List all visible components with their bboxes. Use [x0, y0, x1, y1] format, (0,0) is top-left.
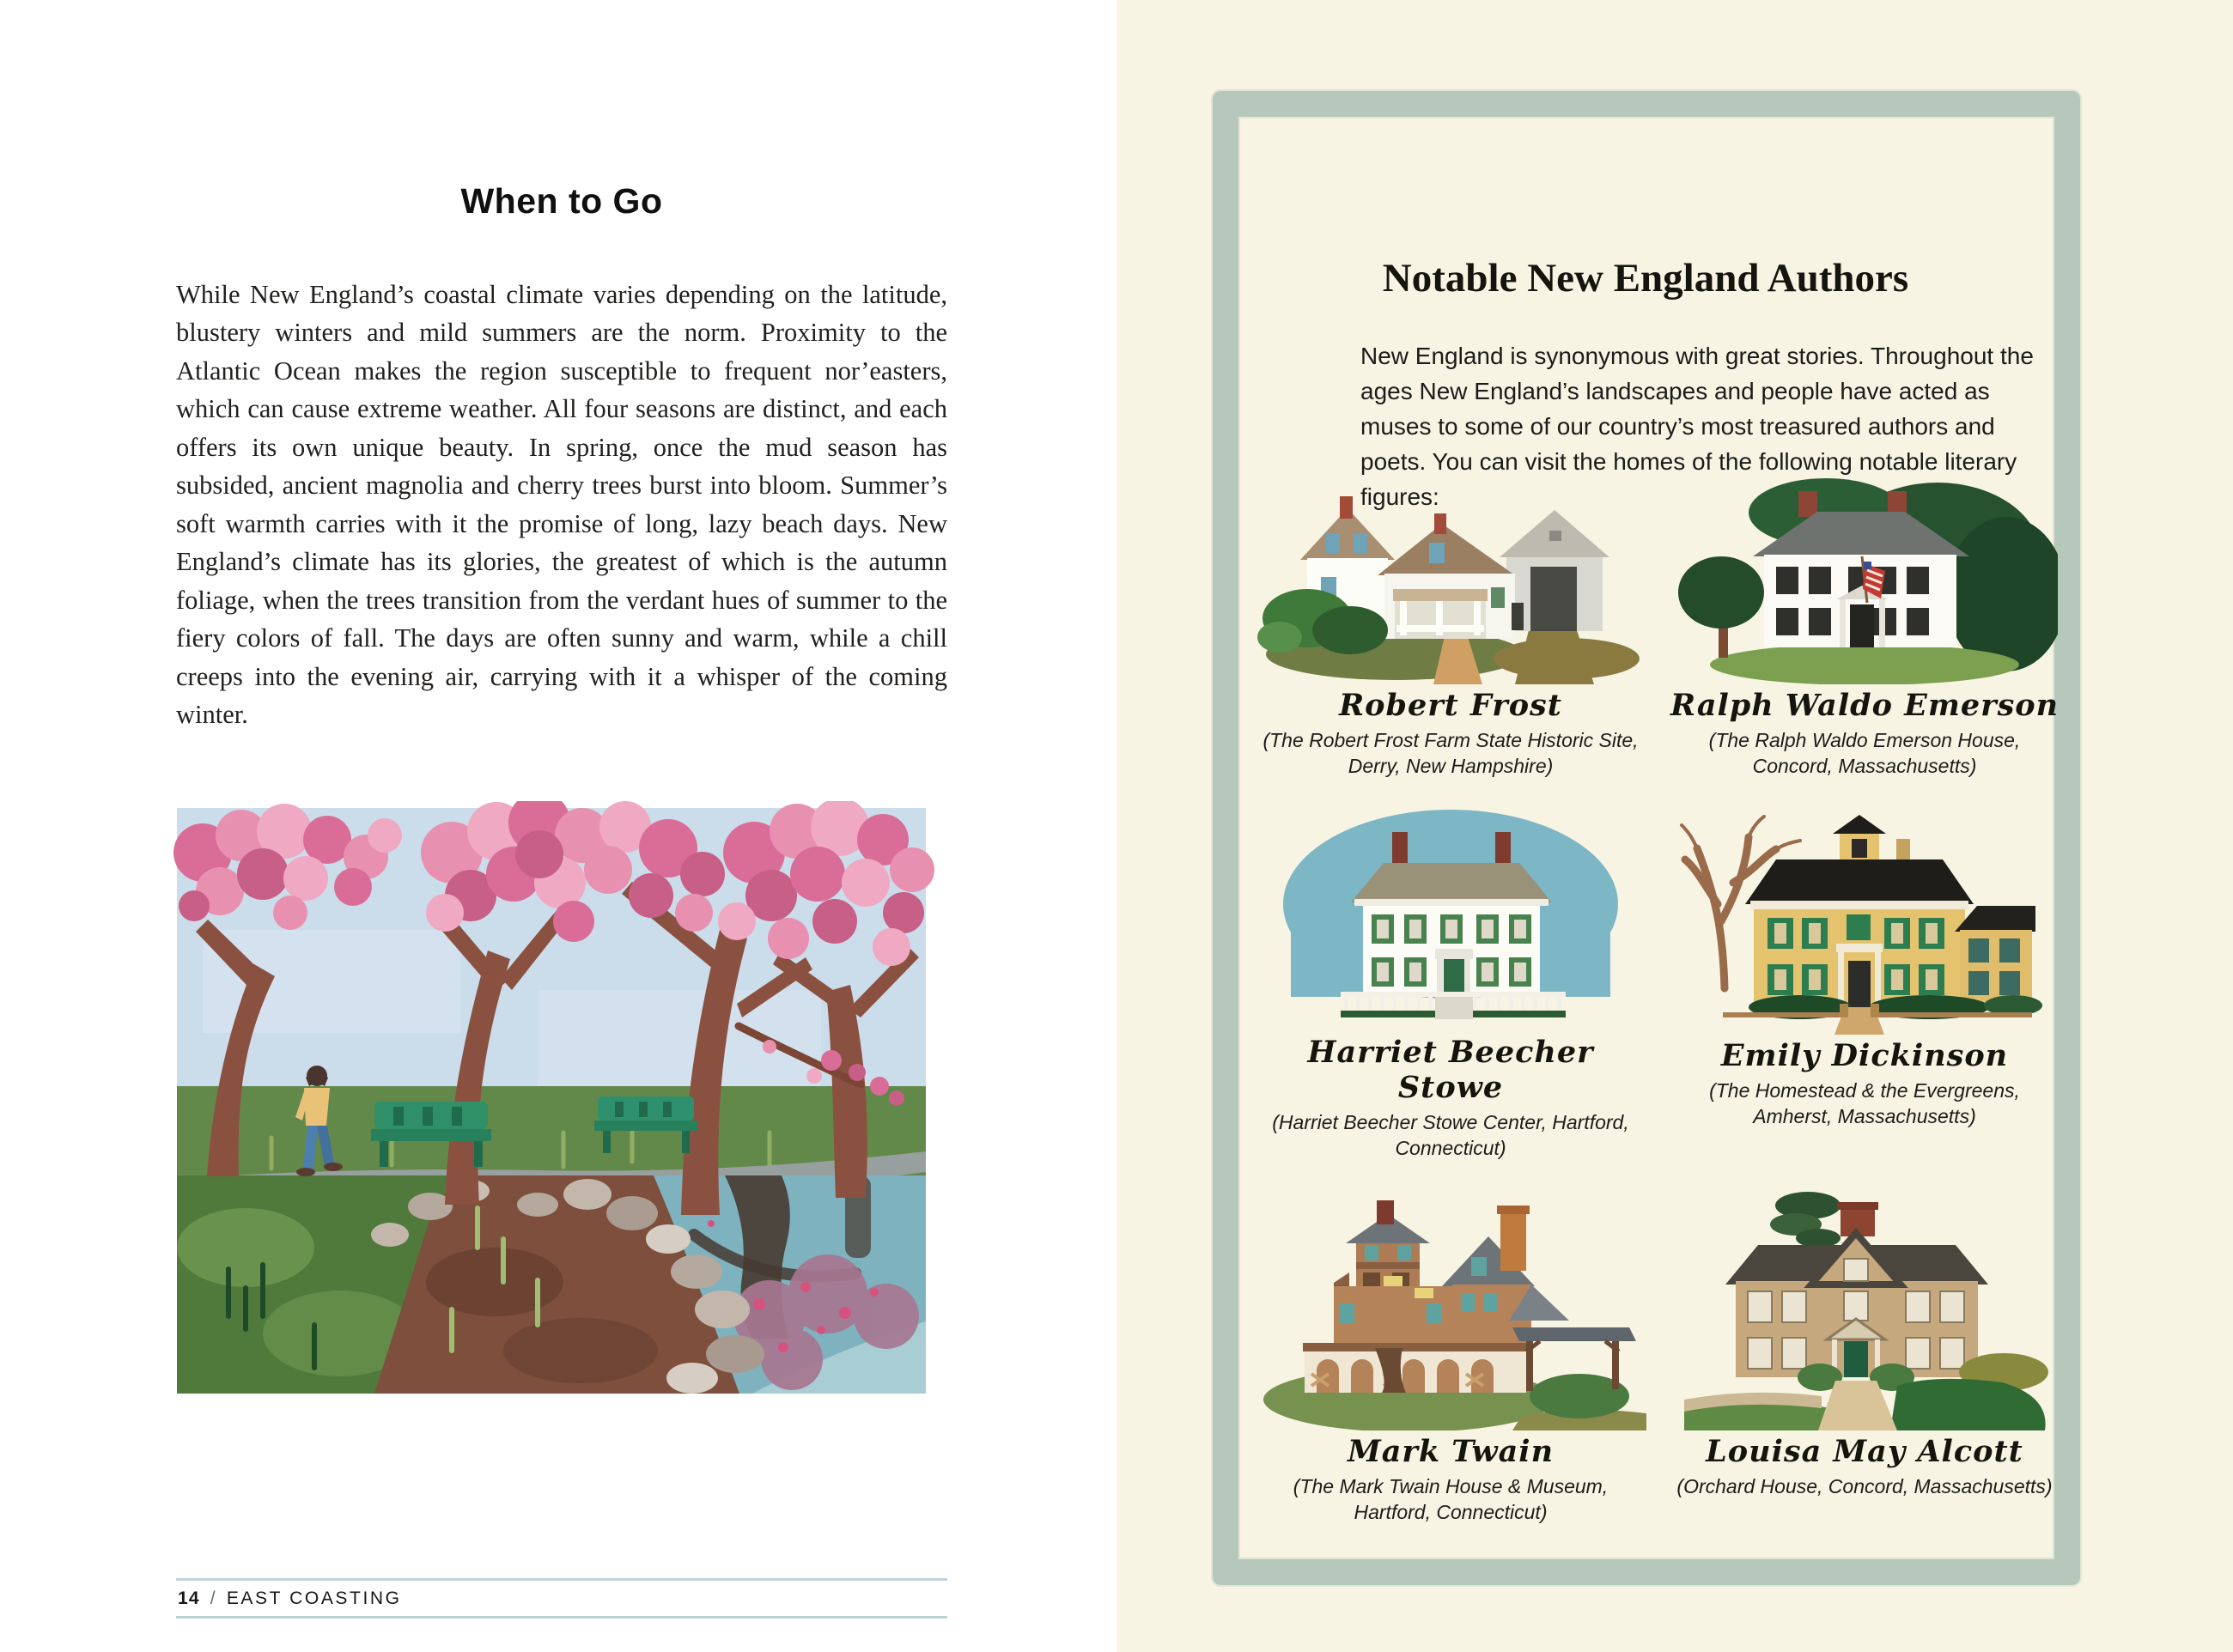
- author-name: Harriet Beecher Stowe: [1307, 1035, 1594, 1105]
- page-right: [1116, 0, 2233, 1652]
- dickinson-homestead-illustration: [1671, 801, 2058, 1035]
- emerson-house-illustration: [1671, 474, 2058, 684]
- stowe-house-illustration: [1265, 801, 1636, 1031]
- section-heading: When to Go: [460, 181, 663, 222]
- page-left: [0, 0, 1116, 1652]
- author-venue: (Harriet Beecher Stowe Center, Hartford, Connecticut): [1272, 1111, 1629, 1159]
- author-name: Louisa May Alcott: [1706, 1434, 2023, 1469]
- panel-title: Notable New England Authors: [1382, 256, 1909, 301]
- author-venue: (The Mark Twain House & Museum, Hartford, Connecticut): [1293, 1475, 1609, 1523]
- alcott-orchard-house-illustration: [1676, 1183, 2054, 1430]
- author-card-mark-twain: [1254, 1183, 1647, 1525]
- spring-park-illustration: [168, 801, 934, 1400]
- page-number: 14: [178, 1588, 200, 1608]
- author-name: Robert Frost: [1339, 688, 1562, 723]
- author-venue: (The Homestead & the Evergreens, Amherst, Massachusetts): [1709, 1079, 2020, 1127]
- twain-house-illustration: [1255, 1183, 1646, 1430]
- author-venue: (The Ralph Waldo Emerson House, Concord, Massachusetts): [1708, 729, 2021, 777]
- footer-rule-bottom: [176, 1616, 947, 1619]
- author-card-robert-frost: [1254, 474, 1647, 779]
- author-name: Emily Dickinson: [1720, 1038, 2009, 1073]
- footer-separator: /: [210, 1588, 216, 1608]
- author-card-harriet-beecher-stowe: [1254, 801, 1647, 1161]
- author-card-emily-dickinson: [1668, 801, 2061, 1161]
- page-footer: [176, 1578, 947, 1619]
- author-venue: (The Robert Frost Farm State Historic Site, Derry, New Hampshire): [1263, 729, 1639, 777]
- author-venue: (Orchard House, Concord, Massachusetts): [1676, 1475, 2053, 1497]
- author-card-ralph-waldo-emerson: [1668, 474, 2061, 779]
- author-name: Ralph Waldo Emerson: [1670, 688, 2060, 723]
- frost-farmhouse-illustration: [1257, 474, 1644, 684]
- body-paragraph: While New England’s coastal climate varies depending on the latitude, blustery winters and mild summers are the norm. Proximity to the Atlantic Ocean makes the region susceptible to frequent nor’easters, which can cause extreme weather. All four seasons are distinct, and each offers its own unique beauty. In spring, once the mud season has subsided, ancient magnolia and cherry trees burst into bloom. Summer’s soft warmth carries with it the promise of long, lazy beach days. New England’s climate has its glories, the greatest of which is the autumn foliage, when the trees transition from the verdant hues of summer to the fiery colors of fall. The days are often sunny and warm, while a chill creeps into the evening air, carrying with it a whisper of the coming winter.: [176, 279, 947, 729]
- authors-grid: [1254, 474, 2061, 1525]
- author-name: Mark Twain: [1347, 1434, 1555, 1469]
- cherry-blossom-park-art: [168, 801, 934, 1400]
- panel-intro: New England is synonymous with great stories. Throughout the ages New England’s landscapes and people have acted as muses to some of our country’s most treasured authors and poets. You can visit the homes of the following notable literary figures:: [1360, 343, 2034, 510]
- author-card-louisa-may-alcott: [1668, 1183, 2061, 1525]
- book-title: EAST COASTING: [226, 1588, 402, 1608]
